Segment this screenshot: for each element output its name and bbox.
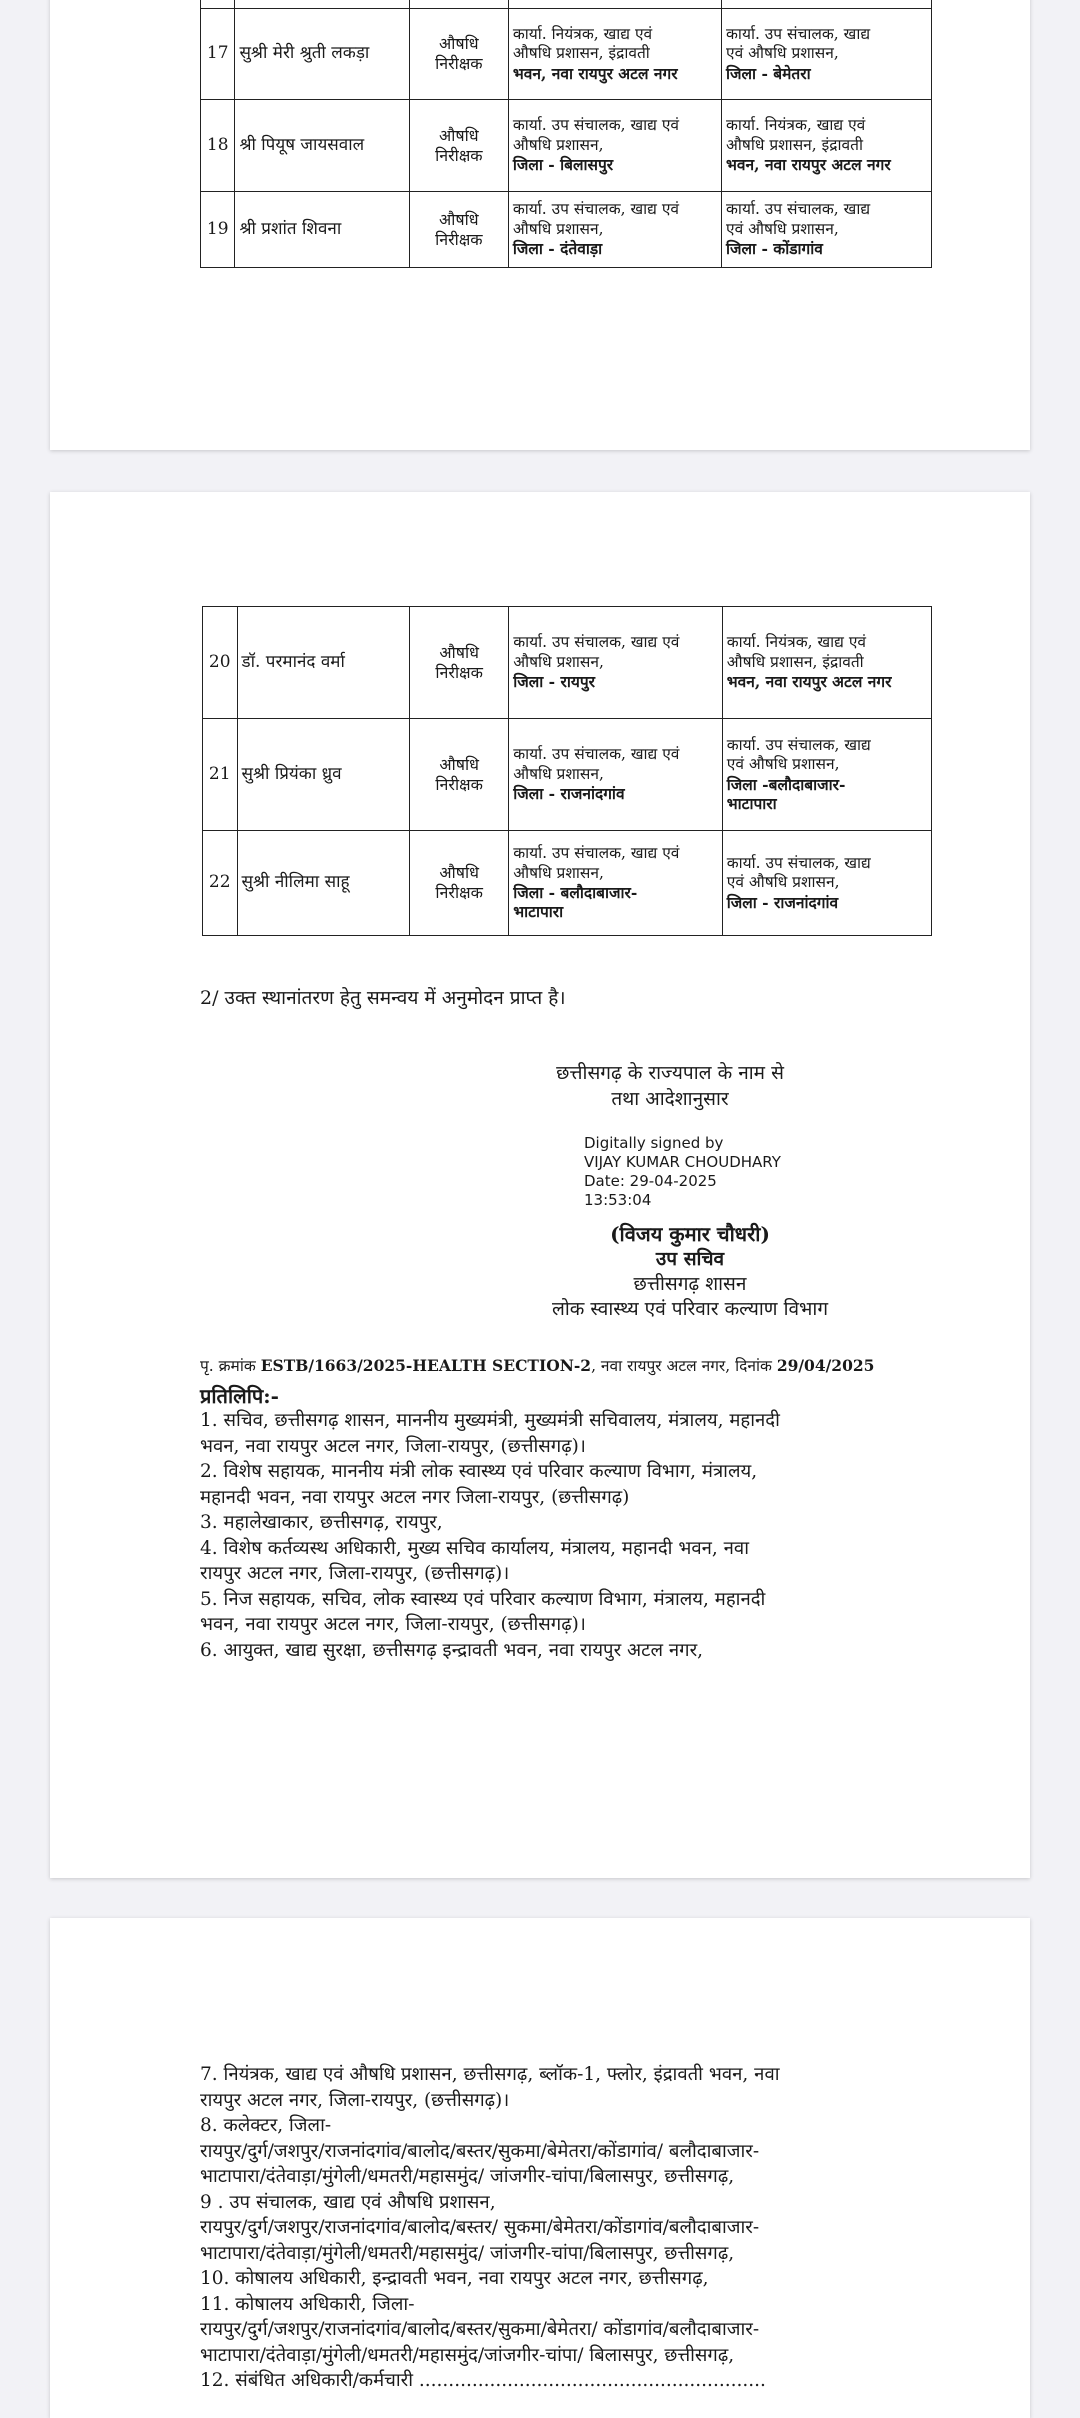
current-posting: कार्या. उप संचालक, खाद्य एवं औषधि प्रशासन, जिला - दंतेवाड़ा	[508, 192, 721, 268]
current-posting: कार्या. उप संचालक, खाद्य एवं औषधि प्रशासन, जिला - रायपुर	[509, 607, 723, 719]
signature-name: VIJAY KUMAR CHOUDHARY	[584, 1153, 781, 1171]
cc-heading: प्रतिलिपि:-	[200, 1384, 279, 1408]
signature-line: Digitally signed by	[584, 1134, 724, 1152]
employee-name: सुश्री मेरी श्रुती लकड़ा	[235, 9, 409, 100]
designation: औषधि निरीक्षक	[410, 831, 509, 936]
table-row	[201, 9, 932, 100]
serial-number: 19	[201, 192, 235, 268]
table-row	[203, 607, 932, 719]
new-posting: कार्या. नियंत्रक, खाद्य एवं औषधि प्रशासन, इंद्रावती भवन, नवा रायपुर अटल नगर	[722, 607, 931, 719]
cc-line: भाटापारा/दंतेवाड़ा/मुंगेली/धमतरी/महासमुंद/जांजगीर-चांपा/ बिलासपुर, छत्तीसगढ़,	[200, 2344, 735, 2366]
document-page-1	[50, 0, 1030, 450]
digital-signature	[584, 1134, 781, 1210]
reference-number	[200, 1354, 874, 1376]
cc-line: 2. विशेष सहायक, माननीय मंत्री लोक स्वास्थ्य एवं परिवार कल्याण विभाग, मंत्रालय,	[200, 1461, 758, 1482]
table-row	[203, 831, 932, 936]
order-line: तथा आदेशानुसार	[611, 1088, 729, 1110]
designation: औषधि निरीक्षक	[410, 607, 509, 719]
cc-line: 11. कोषालय अधिकारी, जिला-	[200, 2293, 415, 2315]
table-row-partial	[201, 0, 932, 9]
cc-line: 12. संबंधित अधिकारी/कर्मचारी ...........................................................	[200, 2370, 766, 2391]
cc-line: 9 . उप संचालक, खाद्य एवं औषधि प्रशासन,	[200, 2191, 496, 2213]
cc-line: भवन, नवा रायपुर अटल नगर, जिला-रायपुर, (छत्तीसगढ़)।	[200, 1435, 586, 1457]
serial-number: 20	[203, 607, 238, 719]
order-line: छत्तीसगढ़ के राज्यपाल के नाम से	[556, 1062, 784, 1084]
reference-place: , नवा रायपुर अटल नगर, दिनांक	[591, 1357, 772, 1375]
cc-line: महानदी भवन, नवा रायपुर अटल नगर जिला-रायपुर, (छत्तीसगढ़)	[200, 1486, 630, 1508]
cc-line: 3. महालेखाकार, छत्तीसगढ़, रायपुर,	[200, 1512, 443, 1533]
cc-line: रायपुर/दुर्ग/जशपुर/राजनांदगांव/बालोद/बस्तर/सुकमा/बेमेतरा/ कोंडागांव/बलौदाबाजार-	[200, 2319, 760, 2340]
cc-line: भाटापारा/दंतेवाड़ा/मुंगेली/धमतरी/महासमुंद/ जांजगीर-चांपा/बिलासपुर, छत्तीसगढ़,	[200, 2166, 735, 2187]
signatory-government: छत्तीसगढ़ शासन	[633, 1273, 747, 1295]
cc-line: 4. विशेष कर्तव्यस्थ अधिकारी, मुख्य सचिव कार्यालय, मंत्रालय, महानदी भवन, नवा	[200, 1537, 749, 1559]
cc-line: 5. निज सहायक, सचिव, लोक स्वास्थ्य एवं परिवार कल्याण विभाग, मंत्रालय, महानदी	[200, 1588, 766, 1610]
cc-line: 10. कोषालय अधिकारी, इन्द्रावती भवन, नवा रायपुर अटल नगर, छत्तीसगढ़,	[200, 2268, 709, 2289]
serial-number: 17	[201, 9, 235, 100]
table-row	[201, 100, 932, 192]
cc-line: 6. आयुक्त, खाद्य सुरक्षा, छत्तीसगढ़ इन्द्रावती भवन, नवा रायपुर अटल नगर,	[200, 1639, 704, 1661]
cc-list-continued	[200, 2062, 780, 2394]
new-posting: कार्या. नियंत्रक, खाद्य एवं औषधि प्रशासन, इंद्रावती भवन, नवा रायपुर अटल नगर	[722, 100, 932, 192]
cc-line: 8. कलेक्टर, जिला-	[200, 2115, 332, 2136]
signature-date: Date: 29-04-2025	[584, 1172, 717, 1190]
cc-line: रायपुर/दुर्ग/जशपुर/राजनांदगांव/बालोद/बस्तर/ सुकमा/बेमेतरा/कोंडागांव/बलौदाबाजार-	[200, 2217, 760, 2238]
serial-number: 22	[203, 831, 238, 936]
signatory-designation: उप सचिव	[655, 1248, 725, 1270]
signatory-department: लोक स्वास्थ्य एवं परिवार कल्याण विभाग	[551, 1298, 829, 1320]
employee-name: सुश्री प्रियंका ध्रुव	[237, 719, 410, 831]
new-posting: कार्या. उप संचालक, खाद्य एवं औषधि प्रशासन, जिला -बलौदाबाजार- भाटापारा	[722, 719, 931, 831]
cc-line: रायपुर/दुर्ग/जशपुर/राजनांदगांव/बालोद/बस्तर/सुकमा/बेमेतरा/कोंडागांव/ बलौदाबाजार-	[200, 2140, 760, 2162]
current-posting: कार्या. उप संचालक, खाद्य एवं औषधि प्रशासन, जिला - राजनांदगांव	[509, 719, 723, 831]
designation: औषधि निरीक्षक	[410, 719, 509, 831]
new-posting: कार्या. उप संचालक, खाद्य एवं औषधि प्रशासन, जिला - कोंडागांव	[722, 192, 932, 268]
cc-line: भाटापारा/दंतेवाड़ा/मुंगेली/धमतरी/महासमुंद/ जांजगीर-चांपा/बिलासपुर, छत्तीसगढ़,	[200, 2242, 735, 2264]
employee-name: श्री प्रशांत शिवना	[235, 192, 409, 268]
new-posting: कार्या. उप संचालक, खाद्य एवं औषधि प्रशासन, जिला - बेमेतरा	[722, 9, 932, 100]
approval-note: 2/ उक्त स्थानांतरण हेतु समन्वय में अनुमोदन प्राप्त है।	[200, 987, 566, 1009]
current-posting: कार्या. उप संचालक, खाद्य एवं औषधि प्रशासन, जिला - बिलासपुर	[508, 100, 721, 192]
signatory-block	[490, 1222, 890, 1322]
signatory-name: (विजय कुमार चौधरी)	[610, 1222, 770, 1246]
cc-line: रायपुर अटल नगर, जिला-रायपुर, (छत्तीसगढ़)।	[200, 2089, 510, 2111]
document-page-2	[50, 492, 1030, 1878]
cc-line: भवन, नवा रायपुर अटल नगर, जिला-रायपुर, (छत्तीसगढ़)।	[200, 1614, 586, 1635]
current-posting: कार्या. उप संचालक, खाद्य एवं औषधि प्रशासन, जिला - बलौदाबाजार- भाटापारा	[509, 831, 723, 936]
reference-prefix: पृ. क्रमांक	[200, 1357, 256, 1375]
serial-number: 18	[201, 100, 235, 192]
transfer-table-page-2	[202, 606, 932, 936]
cc-line: 1. सचिव, छत्तीसगढ़ शासन, माननीय मुख्यमंत्री, मुख्यमंत्री सचिवालय, मंत्रालय, महानदी	[200, 1410, 780, 1431]
order-authority	[490, 1060, 850, 1112]
new-posting: कार्या. उप संचालक, खाद्य एवं औषधि प्रशासन, जिला - राजनांदगांव	[722, 831, 931, 936]
designation: औषधि निरीक्षक	[409, 100, 508, 192]
serial-number: 21	[203, 719, 238, 831]
employee-name: डॉ. परमानंद वर्मा	[237, 607, 410, 719]
table-row	[203, 719, 932, 831]
document-page-3	[50, 1918, 1030, 2418]
cc-line: 7. नियंत्रक, खाद्य एवं औषधि प्रशासन, छत्तीसगढ़, ब्लॉक-1, फ्लोर, इंद्रावती भवन, नवा	[200, 2064, 780, 2085]
reference-date: 29/04/2025	[776, 1356, 875, 1375]
table-row	[201, 192, 932, 268]
designation: औषधि निरीक्षक	[409, 9, 508, 100]
employee-name: सुश्री नीलिमा साहू	[237, 831, 410, 936]
employee-name: श्री पियूष जायसवाल	[235, 100, 409, 192]
cc-list	[200, 1408, 780, 1663]
cc-line: रायपुर अटल नगर, जिला-रायपुर, (छत्तीसगढ़)।	[200, 1563, 510, 1584]
transfer-table-page-1	[200, 0, 932, 268]
reference-code: ESTB/1663/2025-HEALTH SECTION-2	[260, 1356, 592, 1375]
designation: औषधि निरीक्षक	[409, 192, 508, 268]
current-posting: कार्या. नियंत्रक, खाद्य एवं औषधि प्रशासन, इंद्रावती भवन, नवा रायपुर अटल नगर	[508, 9, 721, 100]
signature-time: 13:53:04	[584, 1191, 652, 1209]
